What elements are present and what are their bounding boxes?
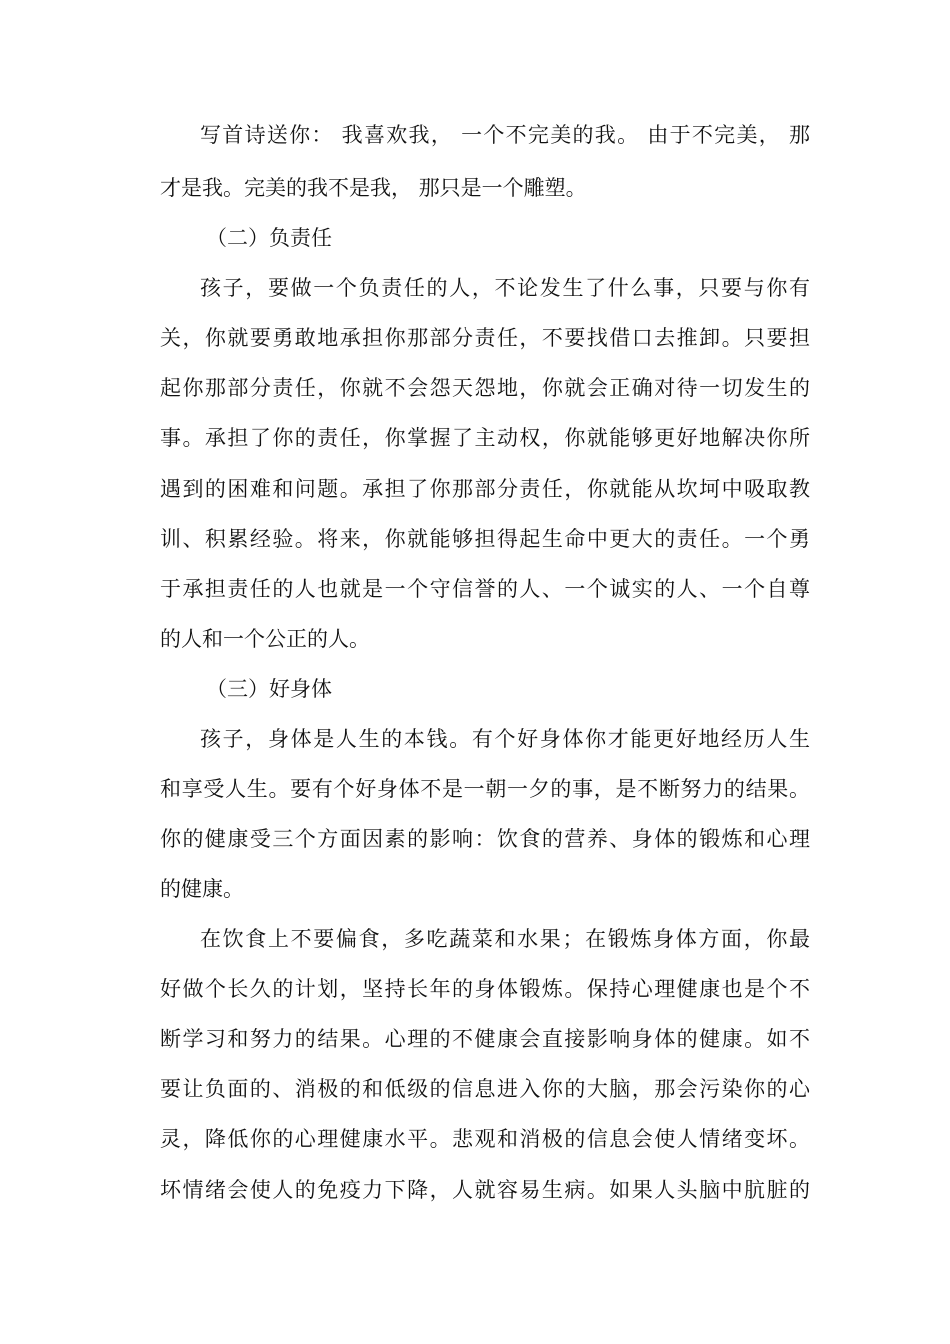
section-heading: （三）好身体: [206, 677, 332, 701]
paragraph-line: 要让负面的、消极的和低级的信息进入你的大脑，那会污染你的心: [160, 1077, 810, 1101]
paragraph-line: 和享受人生。要有个好身体不是一朝一夕的事，是不断努力的结果。: [160, 777, 810, 801]
paragraph-line: 在饮食上不要偏食，多吃蔬菜和水果；在锻炼身体方面，你最: [200, 927, 810, 951]
paragraph-line: 写首诗送你： 我喜欢我， 一个不完美的我。 由于不完美， 那: [200, 123, 810, 147]
paragraph-line: 灵，降低你的心理健康水平。悲观和消极的信息会使人情绪变坏。: [160, 1127, 810, 1151]
section-heading: （二）负责任: [206, 226, 332, 250]
paragraph-line: 好做个长久的计划，坚持长年的身体锻炼。保持心理健康也是个不: [160, 977, 810, 1001]
paragraph-line: 才是我。完美的我不是我， 那只是一个雕塑。: [160, 176, 587, 200]
paragraph-line: 你的健康受三个方面因素的影响：饮食的营养、身体的锻炼和心理: [160, 827, 810, 851]
paragraph-line: 起你那部分责任，你就不会怨天怨地，你就会正确对待一切发生的: [160, 376, 810, 400]
paragraph-line: 训、积累经验。将来，你就能够担得起生命中更大的责任。一个勇: [160, 527, 810, 551]
paragraph-line: 孩子，要做一个负责任的人，不论发生了什么事，只要与你有: [200, 276, 810, 300]
paragraph-line: 的健康。: [160, 877, 244, 901]
paragraph-line: 孩子，身体是人生的本钱。有个好身体你才能更好地经历人生: [200, 727, 810, 751]
paragraph-line: 关，你就要勇敢地承担你那部分责任，不要找借口去推卸。只要担: [160, 326, 810, 350]
paragraph-line: 的人和一个公正的人。: [160, 627, 370, 651]
paragraph-line: 遇到的困难和问题。承担了你那部分责任，你就能从坎坷中吸取教: [160, 477, 810, 501]
paragraph-line: 断学习和努力的结果。心理的不健康会直接影响身体的健康。如不: [160, 1027, 810, 1051]
paragraph-line: 于承担责任的人也就是一个守信誉的人、一个诚实的人、一个自尊: [160, 577, 810, 601]
paragraph-line: 坏情绪会使人的免疫力下降，人就容易生病。如果人头脑中肮脏的: [160, 1178, 810, 1202]
paragraph-line: 事。承担了你的责任，你掌握了主动权，你就能够更好地解决你所: [160, 426, 810, 450]
